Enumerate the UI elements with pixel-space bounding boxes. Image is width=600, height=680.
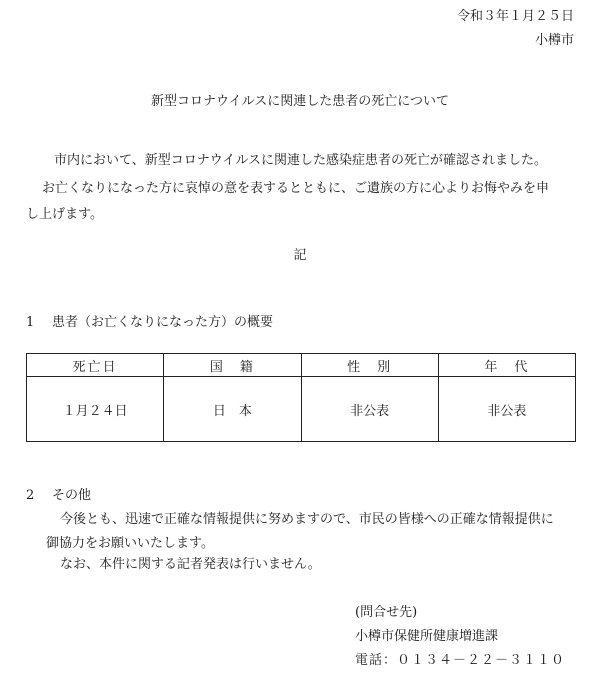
header-date-of-death: 死亡日 (27, 354, 164, 377)
ki-marker: 記 (293, 248, 307, 263)
section-2-number: 2 (26, 488, 35, 503)
issue-date: 令和３年１月２５日 (456, 9, 574, 24)
section-2-line-3: なお、本件に関する記者発表は行いません。 (60, 557, 321, 572)
intro-line-3: し上げます。 (26, 207, 103, 222)
cell-age-group: 非公表 (438, 377, 575, 442)
section-1-number: 1 (26, 315, 35, 330)
intro-line-2: お亡くなりになった方に哀悼の意を表するとともに、ご遺族の方に心よりお悔やみを申 (42, 181, 550, 196)
section-2-line-1: 今後とも、迅速で正確な情報提供に努めますので、市民の皆様への正確な情報提供に (60, 512, 554, 527)
section-1-title: 患者（お亡くなりになった方）の概要 (52, 315, 274, 330)
header-nationality: 国 籍 (164, 354, 301, 377)
patient-info-table (26, 353, 576, 442)
header-age-group: 年 代 (438, 354, 575, 377)
header-sex: 性 別 (301, 354, 438, 377)
contact-phone: 電話：０１３４－２２－３１１０ (355, 653, 566, 668)
contact-label: (問合せ先) (355, 605, 418, 620)
document-title: 新型コロナウイルスに関連した患者の死亡について (151, 94, 449, 109)
intro-line-1: 市内において、新型コロナウイルスに関連した感染症患者の死亡が確認されました。 (54, 153, 547, 168)
cell-nationality: 日 本 (164, 377, 301, 442)
issuer-name: 小樽市 (534, 33, 574, 48)
table-row (27, 377, 576, 442)
section-2-title: その他 (52, 488, 92, 503)
contact-department: 小樽市保健所健康増進課 (355, 629, 499, 644)
section-2-heading (26, 487, 91, 505)
cell-sex: 非公表 (301, 377, 438, 442)
table-header-row (27, 354, 576, 377)
cell-date-of-death: １月２４日 (27, 377, 164, 442)
section-1-heading (26, 314, 273, 332)
section-2-line-2: 御協力をお願いいたします。 (46, 536, 214, 551)
